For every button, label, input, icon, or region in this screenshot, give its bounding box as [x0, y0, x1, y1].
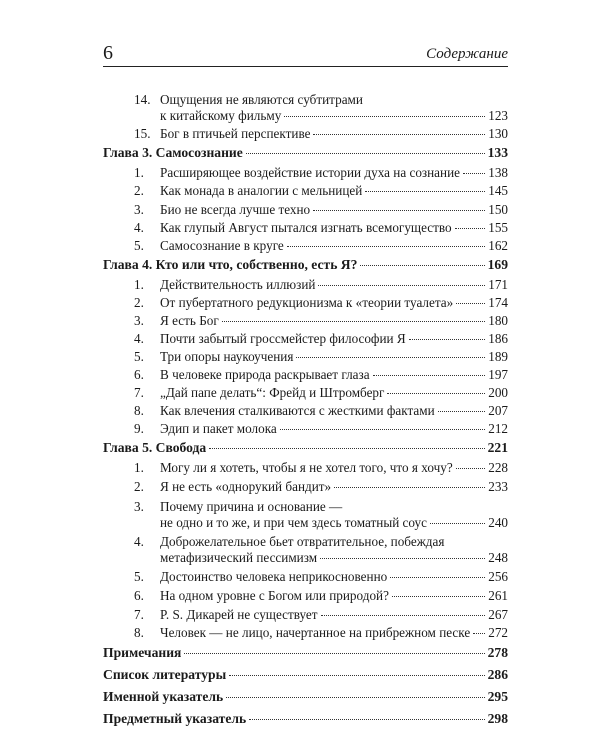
toc-page-number: 261 [488, 588, 508, 603]
toc-entry[interactable] [134, 312, 508, 329]
toc-entry-number: 4. [134, 220, 144, 235]
toc-entry-title: От пубертатного редукционизма к «теории туалета» [160, 295, 454, 310]
toc-page-number: 123 [488, 108, 508, 123]
toc-entry[interactable] [134, 164, 508, 181]
toc-page-number: 272 [488, 625, 508, 640]
toc-subject-index[interactable] [103, 710, 508, 727]
dot-leader [390, 577, 485, 578]
dot-leader [456, 303, 485, 304]
dot-leader [320, 558, 485, 559]
backmatter-title: Список литературы [103, 667, 227, 682]
toc-entry-title: P. S. Дикарей не существует [160, 607, 318, 622]
backmatter-title: Именной указатель [103, 689, 224, 704]
toc-entry-title-line2: к китайскому фильму [160, 108, 282, 123]
toc-entry-title-line2: метафизический пессимизм [160, 550, 318, 565]
toc-page-number: 286 [487, 667, 508, 682]
toc-entry[interactable] [134, 587, 508, 604]
toc-page-number: 171 [488, 277, 508, 292]
toc-entry-number: 2. [134, 479, 144, 494]
chapter-title: Глава 5. Свобода [103, 440, 207, 455]
dot-leader [365, 191, 485, 192]
toc-entry-title: Действительность иллюзий [160, 277, 316, 292]
toc-page-number: 248 [488, 550, 508, 565]
dot-leader [209, 448, 484, 449]
toc-entry[interactable] [160, 514, 508, 531]
dot-leader [287, 246, 485, 247]
page-number: 6 [103, 42, 113, 64]
toc-entry-continued-label [134, 498, 508, 515]
dot-leader [473, 633, 485, 634]
toc-page-number: 212 [488, 421, 508, 436]
toc-entry-title: Как влечения сталкиваются с жесткими фактами [160, 403, 435, 418]
toc-entry-title: Как монада в аналогии с мельницей [160, 183, 363, 198]
toc-entry-number: 1. [134, 165, 144, 180]
toc-entry-number: 15. [134, 126, 151, 141]
toc-entry-number: 8. [134, 403, 144, 418]
toc-page-number: 130 [488, 126, 508, 141]
dot-leader [334, 487, 485, 488]
toc-entry[interactable] [134, 568, 508, 585]
toc-entry-title: Эдип и пакет молока [160, 421, 277, 436]
toc-entry[interactable] [134, 182, 508, 199]
toc-notes[interactable] [103, 644, 508, 661]
dot-leader [373, 375, 486, 376]
dot-leader [226, 697, 484, 698]
toc-entry-title: Я не есть «однорукий бандит» [160, 479, 332, 494]
toc-entry-title: Три опоры наукоучения [160, 349, 294, 364]
toc-name-index[interactable] [103, 688, 508, 705]
toc-entry[interactable] [134, 219, 508, 236]
toc-page-number: 145 [488, 183, 508, 198]
toc-page-number: 197 [488, 367, 508, 382]
dot-leader [296, 357, 485, 358]
toc-entry[interactable] [134, 366, 508, 383]
toc-entry-number: 8. [134, 625, 144, 640]
toc-page-number: 180 [488, 313, 508, 328]
toc-page-number: 133 [487, 145, 508, 160]
dot-leader [360, 265, 484, 266]
toc-entry-title: Я есть Бог [160, 313, 219, 328]
toc-entry[interactable] [134, 330, 508, 347]
dot-leader [184, 653, 484, 654]
toc-page-number: 295 [487, 689, 508, 704]
dot-leader [321, 615, 486, 616]
dot-leader [246, 153, 485, 154]
toc-page-number: 221 [487, 440, 508, 455]
toc-entry-title: Бог в птичьей перспективе [160, 126, 311, 141]
dot-leader [438, 411, 486, 412]
toc-entry-title: Достоинство человека неприкосновенно [160, 569, 388, 584]
toc-entry-number: 1. [134, 277, 144, 292]
toc-chapter-5[interactable] [103, 439, 508, 456]
toc-entry[interactable] [134, 237, 508, 254]
toc-chapter-4[interactable] [103, 256, 508, 273]
toc-entry[interactable] [134, 420, 508, 437]
toc-entry-title: Могу ли я хотеть, чтобы я не хотел того, что я хочу? [160, 460, 453, 475]
toc-page-number: 298 [487, 711, 508, 726]
toc-entry-title: Ощущения не являются субтитрами [160, 92, 363, 107]
toc-entry-title: Как глупый Август пытался изгнать всемогущество [160, 220, 452, 235]
toc-entry-number: 5. [134, 569, 144, 584]
toc-entry-title: Био не всегда лучше техно [160, 202, 311, 217]
toc-entry[interactable] [134, 624, 508, 641]
toc-page-number: 233 [488, 479, 508, 494]
toc-entry-title: Почти забытый гроссмейстер философии Я [160, 331, 406, 346]
toc-entry[interactable] [160, 107, 508, 124]
dot-leader [249, 719, 484, 720]
toc-page-number: 162 [488, 238, 508, 253]
toc-entry[interactable] [134, 201, 508, 218]
dot-leader [455, 228, 486, 229]
chapter-title: Глава 3. Самосознание [103, 145, 243, 160]
toc-entry-title: Расширяющее воздействие истории духа на сознание [160, 165, 461, 180]
toc-entry-number: 14. [134, 92, 151, 107]
toc-entry-number: 6. [134, 588, 144, 603]
toc-entry[interactable] [134, 459, 508, 476]
toc-page-number: 169 [487, 257, 508, 272]
toc-entry-title: На одном уровне с Богом или природой? [160, 588, 389, 603]
toc-entry-number: 6. [134, 367, 144, 382]
toc-page-number: 240 [488, 515, 508, 530]
dot-leader [456, 468, 486, 469]
dot-leader [313, 210, 485, 211]
toc-entry[interactable] [134, 276, 508, 293]
toc-page-number: 186 [488, 331, 508, 346]
toc-page-number: 200 [488, 385, 508, 400]
dot-leader [222, 321, 485, 322]
toc-entry-title-line2: не одно и то же, и при чем здесь томатный соус [160, 515, 427, 530]
dot-leader [280, 429, 485, 430]
running-title: Содержание [426, 46, 508, 62]
toc-page-number: 267 [488, 607, 508, 622]
toc-page-number: 278 [487, 645, 508, 660]
dot-leader [284, 116, 485, 117]
running-header [103, 40, 508, 67]
toc-page-number: 228 [488, 460, 508, 475]
toc-entry-number: 9. [134, 421, 144, 436]
backmatter-title: Предметный указатель [103, 711, 247, 726]
toc-bibliography[interactable] [103, 666, 508, 683]
toc-entry-number: 7. [134, 607, 144, 622]
toc-entry-number: 5. [134, 238, 144, 253]
toc-entry-title: „Дай папе делать“: Фрейд и Штромберг [160, 385, 385, 400]
toc-entry-continued-label [134, 91, 508, 108]
toc-page-number: 256 [488, 569, 508, 584]
toc-entry-number: 1. [134, 460, 144, 475]
toc-entry-number: 4. [134, 534, 144, 549]
toc-entry-number: 4. [134, 331, 144, 346]
toc-entry[interactable] [134, 478, 508, 495]
dot-leader [318, 285, 485, 286]
toc-entry-number: 2. [134, 183, 144, 198]
toc-page-number: 174 [488, 295, 508, 310]
dot-leader [387, 393, 485, 394]
toc-entry[interactable] [134, 125, 508, 142]
dot-leader [392, 596, 485, 597]
toc-entry[interactable] [134, 606, 508, 623]
toc-entry-number: 3. [134, 499, 144, 514]
toc-entry[interactable] [134, 348, 508, 365]
dot-leader [313, 134, 485, 135]
toc-entry[interactable] [160, 549, 508, 566]
toc-entry-number: 3. [134, 202, 144, 217]
dot-leader [430, 523, 485, 524]
chapter-title: Глава 4. Кто или что, собственно, есть Я? [103, 257, 358, 272]
toc-page-number: 138 [488, 165, 508, 180]
dot-leader [409, 339, 486, 340]
toc-entry-title: Доброжелательное бьет отвратительное, побеждая [160, 534, 445, 549]
toc-entry-title: В человеке природа раскрывает глаза [160, 367, 370, 382]
toc-page-number: 207 [488, 403, 508, 418]
toc-entry-number: 3. [134, 313, 144, 328]
toc-page-number: 150 [488, 202, 508, 217]
backmatter-title: Примечания [103, 645, 182, 660]
toc-chapter-3[interactable] [103, 144, 508, 161]
toc-entry-title: Человек — не лицо, начертанное на прибрежном песке [160, 625, 471, 640]
toc-entry[interactable] [134, 402, 508, 419]
toc-page-number: 189 [488, 349, 508, 364]
toc-entry-continued-label [134, 533, 508, 550]
toc-entry-number: 7. [134, 385, 144, 400]
dot-leader [229, 675, 484, 676]
toc-entry[interactable] [134, 384, 508, 401]
toc-page-number: 155 [488, 220, 508, 235]
toc-entry-number: 2. [134, 295, 144, 310]
toc-entry-title: Почему причина и основание — [160, 499, 343, 514]
toc-entry-title: Самосознание в круге [160, 238, 284, 253]
toc-entry[interactable] [134, 294, 508, 311]
toc-entry-number: 5. [134, 349, 144, 364]
dot-leader [463, 173, 485, 174]
